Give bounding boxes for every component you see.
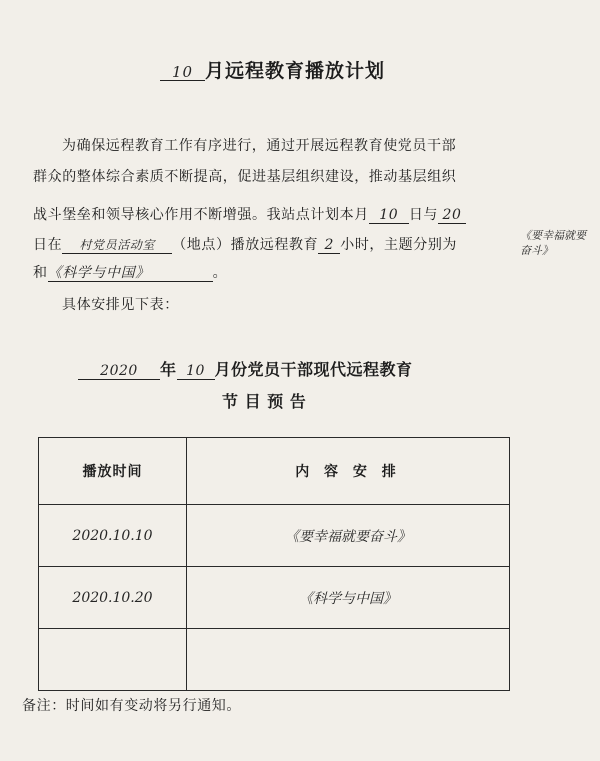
paragraph-line-2: 群众的整体综合素质不断提高，促进基层组织建设，推动基层组织 [33, 169, 457, 185]
schedule-title-line-1: 2020 年 10 月份党员干部现代远程教育 [78, 357, 413, 380]
title-month-value: 10 [160, 64, 205, 81]
row-content: 《科学与中国》 [187, 567, 510, 629]
day1-value: 10 [369, 207, 409, 224]
row-time: 2020.10.10 [39, 505, 187, 567]
schedule-title-line-2: 节 目 预 告 [222, 392, 307, 411]
schedule-table [38, 437, 510, 691]
row-time [39, 629, 187, 691]
page-title [160, 56, 385, 83]
row-content: 《要幸福就要奋斗》 [187, 505, 510, 567]
table-row [39, 629, 510, 691]
topic2-value: 《科学与中国》 [48, 265, 213, 282]
paragraph-line-5: 和《科学与中国》 。 [33, 265, 228, 281]
topic1-handwritten: 《要幸福就要奋斗》 [520, 229, 586, 257]
table-row [39, 567, 510, 629]
row-time: 2020.10.20 [39, 567, 187, 629]
location-value: 村党员活动室 [62, 237, 172, 254]
paragraph-line-1: 为确保远程教育工作有序进行，通过开展远程教育使党员干部 [62, 138, 457, 154]
hours-value: 2 [318, 237, 340, 254]
table-row [39, 505, 510, 567]
paragraph-line-3: 战斗堡垒和领导核心作用不断增强。我站点计划本月 10 日与 20 [33, 204, 466, 224]
see-table-text: 具体安排见下表： [62, 297, 179, 313]
schedule-year-value: 2020 [78, 363, 160, 380]
day2-value: 20 [438, 207, 466, 224]
row-content [187, 629, 510, 691]
footnote: 备注：时间如有变动将另行通知。 [22, 698, 241, 714]
header-time: 播放时间 [39, 438, 187, 505]
title-text: 月远程教育播放计划 [205, 60, 386, 82]
paragraph-line-4: 日在 村党员活动室 （地点）播放远程教育 2 小时，主题分别为 [33, 237, 458, 253]
header-content: 内 容 安 排 [187, 438, 510, 505]
schedule-month-value: 10 [177, 363, 215, 380]
table-header-row [39, 438, 510, 505]
